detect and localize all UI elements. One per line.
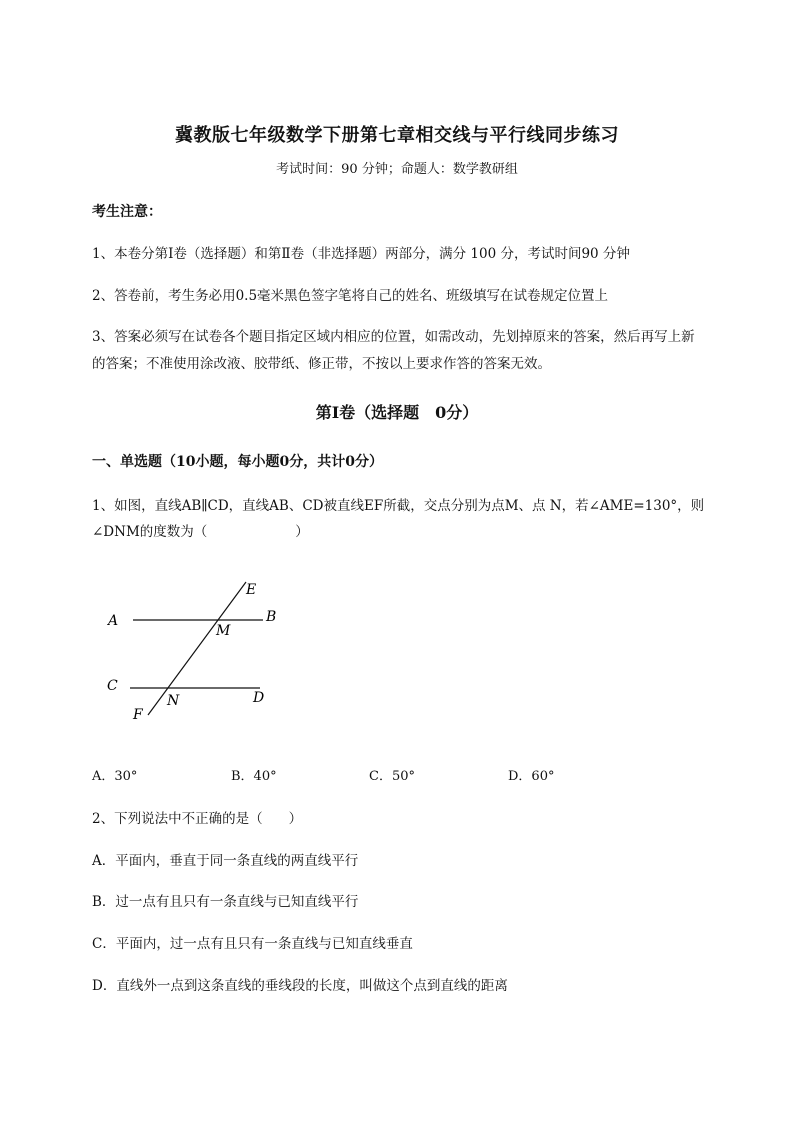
question-1-stem-line2 [92,520,309,540]
geometry-figure [100,576,300,726]
document-subtitle: 考试时间：90 分钟；命题人：数学教研组 [276,162,518,177]
notice-item: 1、本卷分第Ⅰ卷（选择题）和第Ⅱ卷（非选择题）两部分，满分 100 分，考试时间90 分钟 [92,246,630,262]
question-1-stem-start: ∠DNM的度数为（ [92,524,208,540]
question-1-stem-end: ） [295,524,309,540]
label-b: B [266,609,277,625]
label-e: E [246,582,257,598]
question-2-stem-start: 2、下列说法中不正确的是（ [92,811,263,827]
document-title: 冀教版七年级数学下册第七章相交线与平行线同步练习 [175,125,619,146]
question-2-stem-end: ） [288,811,303,827]
line-ef [148,582,246,715]
notice-item: 2、答卷前，考生务必用0.5毫米黑色签字笔将自己的姓名、班级填写在试卷规定位置上 [92,288,609,304]
question-2-option-a[interactable]: A．平面内，垂直于同一条直线的两直线平行 [92,853,359,869]
question-1-stem: 1、如图，直线AB∥CD，直线AB、CD被直线EF所截，交点分别为点M、点 N，若∠AME=130°，则 [92,498,705,514]
question-2-stem [92,807,302,827]
label-n: N [167,693,180,709]
notice-item: 3、答案必须写在试卷各个题目指定区域内相应的位置，如需改动，先划掉原来的答案，然后再写上新 [92,329,695,345]
question-1-option-b[interactable]: B．40° [231,769,277,784]
question-1-option-c[interactable]: C．50° [369,769,415,784]
label-a: A [108,613,119,629]
question-2-option-d[interactable]: D．直线外一点到这条直线的垂线段的长度，叫做这个点到直线的距离 [92,978,508,994]
notice-heading: 考生注意： [92,204,162,220]
label-d: D [253,690,265,706]
label-c: C [107,678,118,694]
question-2-option-b[interactable]: B．过一点有且只有一条直线与已知直线平行 [92,894,359,910]
question-1-option-a[interactable]: A．30° [92,769,138,784]
question-1-option-d[interactable]: D．60° [508,769,555,784]
section-title: 第Ⅰ卷（选择题 0分） [315,403,479,422]
label-m: M [216,623,231,639]
label-f: F [133,707,143,723]
part-heading: 一、单选题（10小题，每小题0分，共计0分） [92,454,383,470]
notice-item: 的答案；不准使用涂改液、胶带纸、修正带，不按以上要求作答的答案无效。 [92,356,551,372]
question-2-option-c[interactable]: C．平面内，过一点有且只有一条直线与已知直线垂直 [92,936,413,952]
